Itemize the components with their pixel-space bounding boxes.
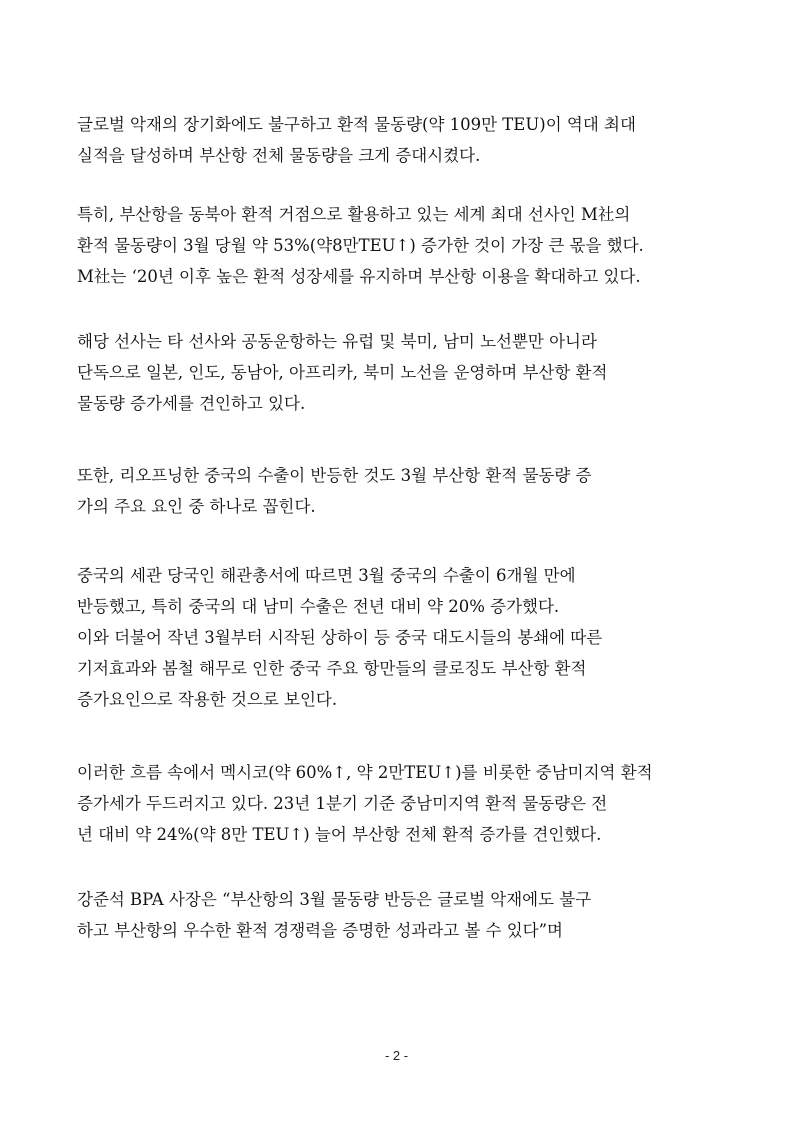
text-line: 특히, 부산항을 동북아 환적 거점으로 활용하고 있는 세계 최대 선사인 M社의 <box>77 205 631 224</box>
text-line: 기저효과와 봄철 해무로 인한 중국 주요 항만들의 클로징도 부산항 환적 <box>77 659 587 678</box>
text-line: 이러한 흐름 속에서 멕시코(약 60%↑, 약 2만TEU↑)를 비롯한 중남미지역 환적 <box>77 763 653 782</box>
text-line: 실적을 달성하며 부산항 전체 물동량을 크게 증대시켰다. <box>77 146 481 165</box>
text-line: 강준석 BPA 사장은 “부산항의 3월 물동량 반등은 글로벌 악재에도 불구 <box>77 890 592 909</box>
text-line: 글로벌 악재의 장기화에도 불구하고 환적 물동량(약 109만 TEU)이 역대 최대 <box>77 115 636 134</box>
text-line: 증가세가 두드러지고 있다. 23년 1분기 기준 중남미지역 환적 물동량은 전 <box>77 794 608 813</box>
text-line: 년 대비 약 24%(약 8만 TEU↑) 늘어 부산항 전체 환적 증가를 견인했다. <box>77 825 602 844</box>
text-line: 환적 물동량이 3월 당월 약 53%(약8만TEU↑) 증가한 것이 가장 큰 몫을 했다. <box>77 236 644 255</box>
text-line: 해당 선사는 타 선사와 공동운항하는 유럽 및 북미, 남미 노선뿐만 아니라 <box>77 332 597 351</box>
text-line: 증가요인으로 작용한 것으로 보인다. <box>77 690 338 709</box>
text-line: 단독으로 일본, 인도, 동남아, 아프리카, 북미 노선을 운영하며 부산항 환적 <box>77 363 608 382</box>
text-line: M社는 ‘20년 이후 높은 환적 성장세를 유지하며 부산항 이용을 확대하고 있다. <box>77 267 641 286</box>
text-line: 이와 더불어 작년 3월부터 시작된 상하이 등 중국 대도시들의 봉쇄에 따른 <box>77 628 603 647</box>
paragraph-3 <box>77 326 717 419</box>
paragraph-1 <box>77 109 717 171</box>
text-line: 반등했고, 특히 중국의 대 남미 수출은 전년 대비 약 20% 증가했다. <box>77 597 560 616</box>
page-number: - 2 - <box>384 1048 409 1063</box>
text-line: 또한, 리오프닝한 중국의 수출이 반등한 것도 3월 부산항 환적 물동량 증 <box>77 466 592 485</box>
text-line: 하고 부산항의 우수한 환적 경쟁력을 증명한 성과라고 볼 수 있다”며 <box>77 921 563 940</box>
paragraph-5 <box>77 560 717 715</box>
paragraph-2 <box>77 199 717 292</box>
text-line: 중국의 세관 당국인 해관총서에 따르면 3월 중국의 수출이 6개월 만에 <box>77 566 576 585</box>
paragraph-7 <box>77 884 717 946</box>
text-line: 가의 주요 요인 중 하나로 꼽힌다. <box>77 497 316 516</box>
paragraph-4 <box>77 460 717 522</box>
text-line: 물동량 증가세를 견인하고 있다. <box>77 394 306 413</box>
paragraph-6 <box>77 757 717 850</box>
